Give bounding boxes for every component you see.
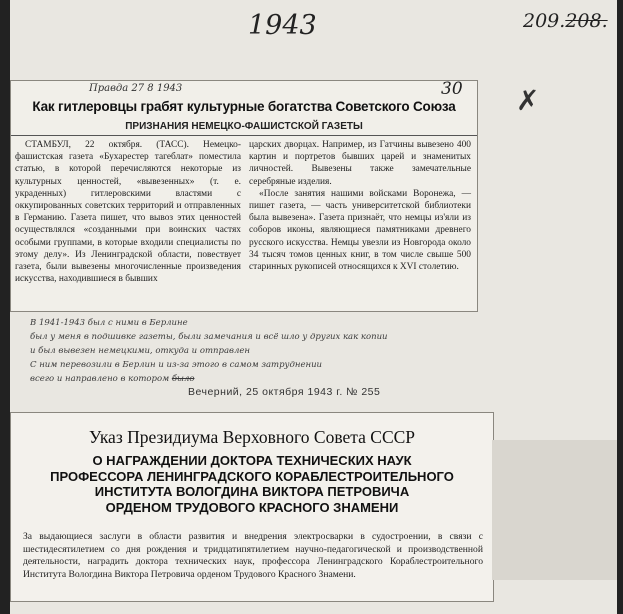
article-paragraph: СТАМБУЛ, 22 октября. (ТАСС). Немецко-фашистская газета «Бухарестер тагеблат» поместила статью, в которой перечисляются некоторые из культурных ценностей, «вывезенных» (т. е. украденных) гитлеровскими властями с оккупированных советских территорий и отправленных в Германию. Газета пишет, что вывоз этих ценностей осуществлялся «созданными при воинских частях особыми группами, в которые входили специалисты по этому делу». Из Ленинградской области, повествует газета, были вывезены многочисленные произведения искусства, находившиеся в бывших xyxy=(15,140,241,285)
newspaper-clipping-decree xyxy=(10,412,494,602)
article-column-right xyxy=(249,139,471,273)
sheet-number-current: 209. xyxy=(523,10,566,32)
article-paragraph: царских дворцах. Например, из Гатчины вывезено 400 картин и портретов бывших царей и знаменитых личностей. Вывезены также замечательные серебряные изделия. xyxy=(249,140,471,187)
handwritten-number: 30 xyxy=(441,80,463,99)
handwritten-line: был у меня в подшивке газеты, были замечания и всё шло у других как копии xyxy=(30,332,388,342)
handwritten-struck-text: было xyxy=(171,374,195,384)
newspaper-dateline: Вечерний, 25 октября 1943 г. № 255 xyxy=(188,386,381,398)
handwritten-text: всего и направлено в котором xyxy=(30,374,170,384)
handwritten-notes xyxy=(30,316,490,386)
handwritten-line: и был вывезен немецкими, откуда и отправлен xyxy=(30,346,250,356)
article-column-left xyxy=(15,139,241,285)
newspaper-clipping-pravda xyxy=(10,80,478,312)
handwritten-line: С ним перевозили в Берлин и из-за этого в самом затруднении xyxy=(30,360,323,370)
award-line: ОРДЕНОМ ТРУДОВОГО КРАСНОГО ЗНАМЕНИ xyxy=(105,499,399,515)
decree-award-heading xyxy=(11,453,493,515)
award-line: ПРОФЕССОРА ЛЕНИНГРАДСКОГО КОРАБЛЕСТРОИТЕЛЬНОГО xyxy=(50,468,454,484)
clipping-headline: Как гитлеровцы грабят культурные богатства Советского Союза xyxy=(32,99,456,114)
award-line: ИНСТИТУТА ВОЛОГДИНА ВИКТОРА ПЕТРОВИЧА xyxy=(94,484,410,499)
award-line: О НАГРАЖДЕНИИ ДОКТОРА ТЕХНИЧЕСКИХ НАУК xyxy=(92,453,412,468)
handwritten-date: Правда 27 8 1943 xyxy=(89,83,183,94)
handwritten-line: В 1941-1943 был с ними в Берлине xyxy=(30,318,188,328)
archive-year: 1943 xyxy=(248,10,317,41)
clipping-subheadline: ПРИЗНАНИЯ НЕМЕЦКО-ФАШИСТСКОЙ ГАЗЕТЫ xyxy=(125,121,363,132)
cross-mark: ✗ xyxy=(516,84,540,117)
sheet-number xyxy=(523,10,608,32)
decree-title: Указ Президиума Верховного Совета СССР xyxy=(88,427,416,447)
decree-body: За выдающиеся заслуги в области развития и внедрения электросварки в судостроении, в связи с шестидесятилетием со дня рождения и тридцатипятилетием научно-педагогической и производственной деятельности, наградить доктора технических наук, профессора Ленинградского Кораблестроительного Института Вологдина Виктора Петровича орденом Трудового Красного Знамени. xyxy=(23,531,483,580)
handwritten-line xyxy=(30,372,490,386)
headline-rule xyxy=(11,135,477,136)
sheet-number-old: 208. xyxy=(565,10,608,32)
scan-edge-right xyxy=(617,0,623,614)
scan-edge-left xyxy=(0,0,10,614)
bleed-through-shadow xyxy=(492,440,617,580)
article-paragraph: «После занятия нашими войсками Воронежа, — пишет газета, — часть университетской библиотеки была вывезена». Газета признаёт, что немцы из'яли из соборов иконы, являющиеся памятниками древнего русского искусства. Немцы увезли из Новгорода около 34 тысяч томов ценных книг, в том числе свыше 500 старинных рукописей относящихся к XVI столетию. xyxy=(249,188,471,273)
